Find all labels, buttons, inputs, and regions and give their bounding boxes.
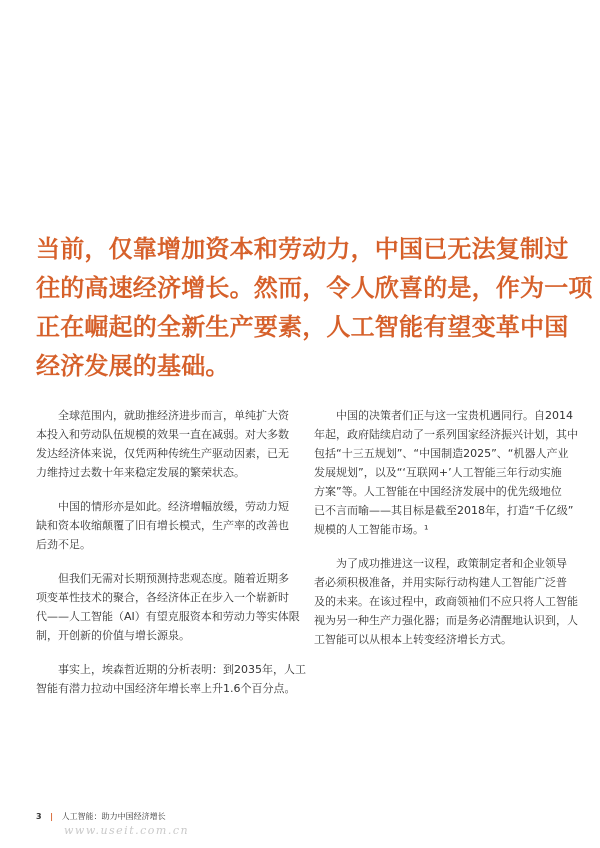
text-line: 者必须积极准备，并用实际行动构建人工智能广泛普 — [314, 576, 567, 589]
text-line: 缺和资本收缩颠覆了旧有增长模式，生产率的改善也 — [36, 519, 289, 532]
headline-line: 正在崛起的全新生产要素，人工智能有望变革中国 — [36, 313, 569, 341]
text-line: 及的未来。在该过程中，政商领袖们不应只将人工智能 — [314, 595, 578, 608]
text-line: 代——人工智能（AI）有望克服资本和劳动力等实体限 — [36, 610, 300, 623]
text-line: 年起，政府陆续启动了一系列国家经济振兴计划，其中 — [314, 428, 578, 441]
text-line: 但我们无需对长期预测持悲观态度。随着近期多 — [58, 572, 289, 585]
text-line: 智能有潜力拉动中国经济年增长率上升1.6个百分点。 — [36, 682, 296, 695]
body-paragraph — [36, 660, 306, 698]
footer-title: 人工智能：助力中国经济增长 — [61, 812, 166, 821]
headline-line: 当前，仅靠增加资本和劳动力，中国已无法复制过 — [36, 235, 569, 263]
body-paragraph — [36, 406, 289, 482]
text-line: 项变革性技术的聚合，各经济体正在步入一个崭新时 — [36, 591, 289, 604]
text-line: 已不言而喻——其目标是截至2018年，打造“千亿级” — [314, 504, 574, 517]
text-line: 包括“十三五规划”、“中国制造2025”、“机器人产业 — [314, 447, 569, 460]
text-line: 工智能可以从根本上转变经济增长方式。 — [314, 633, 512, 646]
text-line: 为了成功推进这一议程，政策制定者和企业领导 — [336, 557, 567, 570]
watermark: www.useit.com.cn — [64, 824, 190, 837]
text-line: 发展规划”，以及“‘互联网+’人工智能三年行动实施 — [314, 466, 562, 479]
right-column — [314, 406, 578, 664]
text-line: 视为另一种生产力强化器；而是务必清醒地认识到，人 — [314, 614, 578, 627]
headline — [36, 230, 593, 386]
left-column — [36, 406, 306, 713]
text-line: 中国的决策者们正与这一宝贵机遇同行。自2014 — [336, 409, 573, 422]
text-line: 规模的人工智能市场。¹ — [314, 523, 429, 536]
page-footer — [36, 812, 166, 822]
text-line: 本投入和劳动队伍规模的效果一直在减弱。对大多数 — [36, 428, 289, 441]
text-line: 全球范围内，就助推经济进步而言，单纯扩大资 — [58, 409, 289, 422]
text-line: 后劲不足。 — [36, 538, 91, 551]
footer-separator: | — [50, 812, 54, 821]
body-paragraph — [314, 406, 578, 539]
text-line: 事实上，埃森哲近期的分析表明：到2035年，人工 — [58, 663, 306, 676]
page-number: 3 — [36, 812, 42, 821]
body-paragraph — [36, 497, 289, 554]
text-line: 中国的情形亦是如此。经济增幅放缓，劳动力短 — [58, 500, 289, 513]
body-paragraph — [314, 554, 578, 649]
text-line: 发达经济体来说，仅凭两种传统生产驱动因素，已无 — [36, 447, 289, 460]
body-paragraph — [36, 569, 300, 645]
text-line: 力维持过去数十年来稳定发展的繁荣状态。 — [36, 466, 245, 479]
headline-line: 经济发展的基础。 — [36, 352, 230, 380]
headline-line: 往的高速经济增长。然而，令人欣喜的是，作为一项 — [36, 274, 593, 302]
text-line: 制，开创新的价值与增长源泉。 — [36, 629, 190, 642]
text-line: 方案”等。人工智能在中国经济发展中的优先级地位 — [314, 485, 562, 498]
